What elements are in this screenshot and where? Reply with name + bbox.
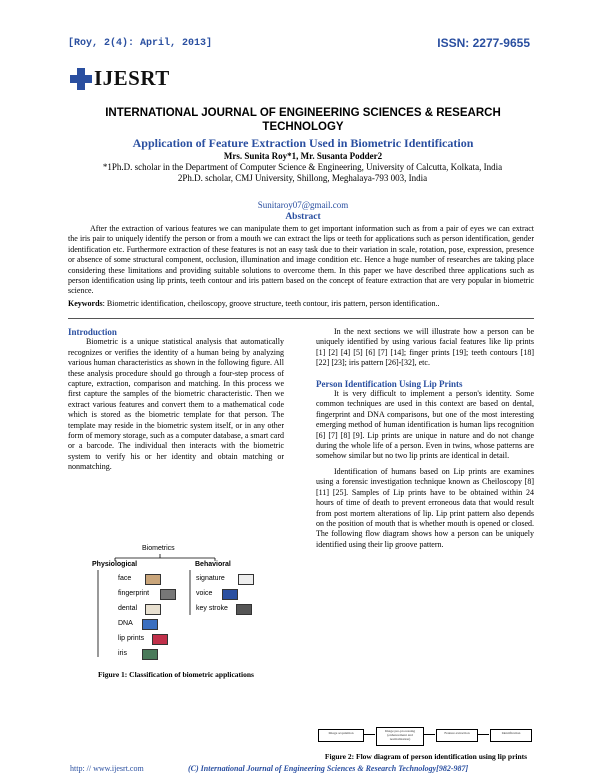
fig1-item-fingerprint: fingerprint [118,590,150,597]
abstract-heading: Abstract [285,212,321,222]
logo-text: IJESRT [94,66,170,90]
flow-box-preprocessing: Image pre-processing (enhancement and normalization) [376,727,424,746]
right-intro-paragraph: In the next sections we will illustrate how a person can be uniquely identified by using various facial features like lip prints [1] [2] [4] [5] [6] [7] [14]; finger prints [19]; teeth contours [18] [22] [23]; iris pattern [26]-[32], etc. [316,327,534,368]
citation-header: [Roy, 2(4): April, 2013] [68,38,213,49]
fingerprint-icon [160,589,176,600]
plus-icon [70,68,92,90]
fig1-item-signature: signature [196,575,225,582]
fig1-physiological: Physiological [92,561,138,568]
lip-prints-heading: Person Identification Using Lip Prints [316,378,463,389]
keywords [68,299,534,308]
author-email[interactable]: Sunitaroy07@gmail.com [257,200,349,210]
fig1-item-dna: DNA [118,620,133,627]
keywords-label: Keywords [68,299,103,308]
fig1-item-face: face [118,575,132,582]
keywords-text: : Biometric identification, cheiloscopy, groove structure, teeth contour, iris pattern, person identification.. [102,299,440,308]
arrow-icon [423,734,435,735]
fig1-item-keystroke: key stroke [196,605,228,612]
arrow-icon [363,734,375,735]
fig1-item-dental: dental [118,605,138,612]
arrow-icon [477,734,489,735]
fig1-item-voice: voice [196,590,213,597]
journal-logo [70,66,170,91]
keyboard-icon [236,604,252,615]
footer-copyright: (C) International Journal of Engineering Sciences & Research Technology[982-987] [188,764,469,773]
signature-icon [238,574,254,585]
figure-2-flow [318,727,534,749]
journal-title: INTERNATIONAL JOURNAL OF ENGINEERING SCIENCES & RESEARCH TECHNOLOGY [105,107,501,133]
flow-box-acquisition: Image acquisition [318,729,364,742]
figure-1-caption: Figure 1: Classification of biometric applications [98,670,254,679]
section-divider [68,318,534,319]
figure-2-caption: Figure 2: Flow diagram of person identification using lip prints [324,752,528,761]
intro-heading: Introduction [68,327,117,337]
affiliation-1: *1Ph.D. scholar in the Department of Computer Science & Engineering, University of Calcutta, Kolkata, India [102,162,503,172]
fig1-root: Biometrics [142,545,175,552]
affiliations [75,162,530,184]
right-column [316,327,534,550]
lip-prints-paragraph-2: Identification of humans based on Lip prints are examines using a forensic investigation technique known as Cheiloscopy [8] [11] [25]. Samples of Lip prints have to be obtained within 24 hours of time of death to prevent erroneous data that would result from post mortem alterations of lip. Lip print pattern also depends on the position of mouth that is whether mouth is opened or closed. The following flow diagram shows how a person can be uniquely identified using their lip groove pattern. [316,466,534,549]
eye-icon [142,649,158,660]
face-icon [145,574,161,585]
fig1-item-lip-prints: lip prints [118,635,145,642]
abstract-text: After the extraction of various features we can manipulate them to get important information such as from a pair of eyes we can extract the iris pair to uniquely identify the person or from a mouth we can extract the lips or teeth for applications such as person identification, gender identification etc. Furthermore extraction of these features is not an easy task due to their variation in scale, rotation, pose, expression, presence or absence of some structural component, occlusion, illumination and image condition etc. Hence a huge number of researches are taking place considering these limitations and providing suitable solutions to overcome them. In this paper we have described three applications such as person identification using lip prints, teeth contour and iris pattern based on the concept of feature extraction that are very popular in biometric science. [68,224,534,296]
flow-box-feature-extraction: Feature extraction [436,729,478,742]
footer-url[interactable]: http: // www.ijesrt.com [70,764,144,773]
figure-1 [90,545,280,665]
issn-header: ISSN: 2277-9655 [437,36,530,50]
intro-paragraph: Biometric is a unique statistical analysis that automatically recognizes or verifies the identity of a human being by analyzing various human characteristics as shown in the following figure. All these analysis procedure should go through a four-step process of capture, extraction, comparison and matching. In this process we first capture the samples of the biometric characteristic. Then we extract various features and convert them to a mathematical code which is stored as the biometric template for that person. The template may reside in the biometric system itself, or in any other form of memory storage, such as a computer database, a smart card or a barcode. The individual then interacts with the biometric system to verify his or her identity and obtain matching or nonmatching. [68,337,284,472]
fig1-item-iris: iris [118,650,127,657]
lips-icon [152,634,168,645]
dna-icon [142,619,158,630]
fig1-behavioral: Behavioral [195,561,231,568]
authors: Mrs. Sunita Roy*1, Mr. Susanta Podder2 [223,151,383,161]
paper-title: Application of Feature Extraction Used in Biometric Identification [132,136,474,150]
voice-icon [222,589,238,600]
flow-box-identification: Identification [490,729,532,742]
teeth-icon [145,604,161,615]
left-column [68,327,284,473]
lip-prints-paragraph-1: It is very difficult to implement a person's identity. Some common techniques are used in this context are based on dental, fingerprint and DNA comparisons, but one of the most interesting emerging method of human identification is human lips recognition [6] [7] [8] [9]. Lip prints are unique in nature and do not change during the whole life of a person. Even in twins, whose patterns are somehow similar but no two lip prints are identical in detail. [316,389,534,461]
affiliation-2: 2Ph.D. scholar, CMJ University, Shillong, Meghalaya-793 003, India [177,173,428,183]
